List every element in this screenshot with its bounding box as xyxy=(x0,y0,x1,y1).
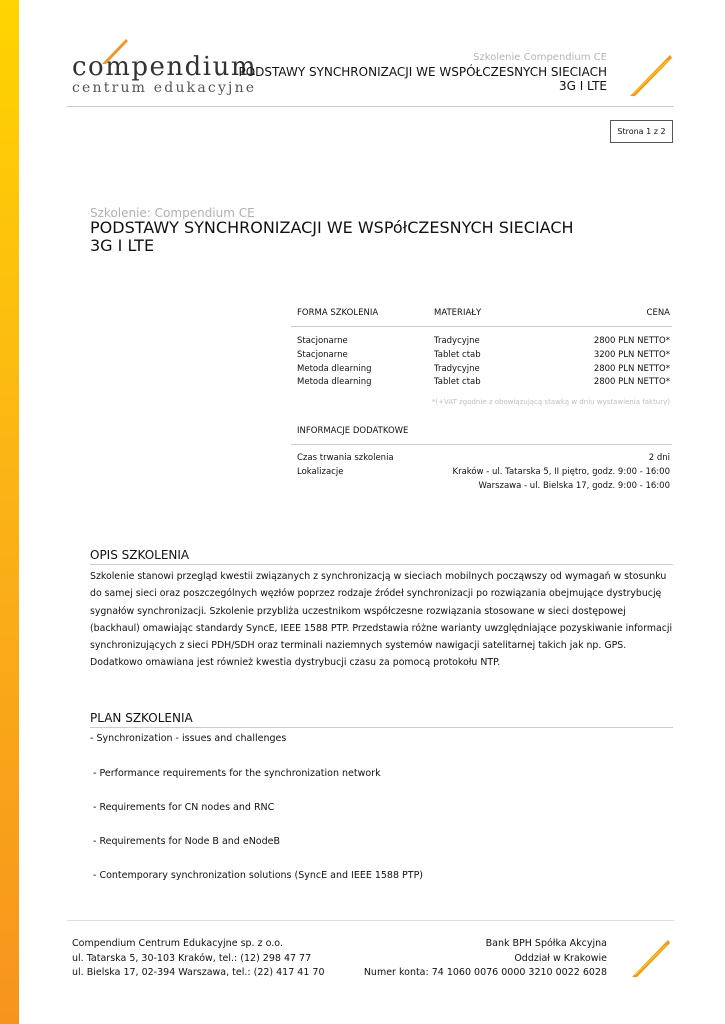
footer-bank-name: Bank BPH Spółka Akcyjna xyxy=(485,938,607,949)
row-form: Metoda dlearning xyxy=(297,364,372,374)
description-text: Szkolenie stanowi przegląd kwestii związanych z synchronizacją w sieciach mobilnych począwszy od wymagań w stosunku do samej sieci oraz poszczególnych węzłów poprzez rodzaje źródeł synchronizacji po rozwiązania obejmujące dystrybucję sygnałów synchronizacji. Szkolenie przybliża uczestnikom współczesne rozwiązania stosowane w sieci dostępowej (backhaul) omawiając standardy SyncE, IEEE 1588 PTP. Przedstawia różne warianty uwzględniające pozyskiwanie informacji synchronizujących z sieci PDH/SDH oraz terminali naziemnych systemów nawigacji satelitarnej takich jak np. GPS. Dodatkowo omawiana jest również kwestia dystrybucji czasu za pomocą protokołu NTP. xyxy=(90,571,673,669)
footer-company-name: Compendium Centrum Edukacyjne sp. z o.o. xyxy=(72,938,283,949)
footer-divider xyxy=(67,920,674,921)
header-title-line2: 3G I LTE xyxy=(558,79,607,93)
footer-bank-branch: Oddział w Krakowie xyxy=(514,952,607,964)
description-title: OPIS SZKOLENIA xyxy=(90,548,190,562)
list-item: - Requirements for Node B and eNodeB xyxy=(90,836,281,847)
header-swoosh-icon xyxy=(628,52,674,98)
course-title xyxy=(90,219,610,255)
page-indicator: Strona 1 z 2 xyxy=(610,120,673,143)
course-title-line2: 3G I LTE xyxy=(90,236,155,255)
row-price: 2800 PLN NETTO* xyxy=(593,364,670,374)
header-course-label: Szkolenie Compendium CE xyxy=(473,52,607,63)
list-item: - Synchronization - issues and challenges xyxy=(90,733,287,744)
footer-address-krakow: ul. Tatarska 5, 30-103 Kraków, tel.: (12) 298 47 77 xyxy=(72,952,312,964)
extra-header: INFORMACJE DODATKOWE xyxy=(297,426,409,436)
pricing-header-price: CENA xyxy=(646,308,670,318)
header-title xyxy=(187,65,607,93)
pricing-header-materials: MATERIAŁY xyxy=(434,308,482,318)
row-form: Metoda dlearning xyxy=(297,377,372,387)
row-materials: Tablet ctab xyxy=(434,377,481,387)
header-divider xyxy=(67,106,674,107)
plan-divider xyxy=(90,727,673,728)
footer-bank xyxy=(364,937,607,981)
list-item: - Requirements for CN nodes and RNC xyxy=(90,802,275,813)
location-krakow: Kraków - ul. Tatarska 5, II piętro, godz. 9:00 - 16:00 xyxy=(452,467,670,477)
footer-swoosh-icon xyxy=(630,937,672,979)
row-form: Stacjonarne xyxy=(297,350,348,360)
row-price: 2800 PLN NETTO* xyxy=(593,336,670,346)
duration-value: 2 dni xyxy=(648,453,670,463)
row-materials: Tradycyjne xyxy=(434,336,480,346)
course-subtitle: Szkolenie: Compendium CE xyxy=(90,206,255,220)
list-item: - Contemporary synchronization solutions (SyncE and IEEE 1588 PTP) xyxy=(90,870,424,881)
row-price: 2800 PLN NETTO* xyxy=(593,377,670,387)
logo-subtitle: centrum edukacyjne xyxy=(72,80,257,96)
row-materials: Tradycyjne xyxy=(434,364,480,374)
side-stripe xyxy=(0,0,19,1024)
footer-company xyxy=(72,937,324,981)
extra-divider xyxy=(291,444,672,445)
list-item: - Performance requirements for the synchronization network xyxy=(90,768,381,779)
course-title-line1: PODSTAWY SYNCHRONIZACJI WE WSPółCZESNYCH SIECIACH xyxy=(90,218,574,237)
pricing-header-form: FORMA SZKOLENIA xyxy=(297,308,379,318)
header-title-line1: PODSTAWY SYNCHRONIZACJI WE WSPÓŁCZESNYCH SIECIACH xyxy=(238,65,607,79)
row-form: Stacjonarne xyxy=(297,336,348,346)
footer-account-number: Numer konta: 74 1060 0076 0000 3210 0022 6028 xyxy=(363,967,607,978)
location-warszawa: Warszawa - ul. Bielska 17, godz. 9:00 - 16:00 xyxy=(478,481,670,491)
row-materials: Tablet ctab xyxy=(434,350,481,360)
plan-title: PLAN SZKOLENIA xyxy=(90,711,193,725)
footer-address-warszawa: ul. Bielska 17, 02-394 Warszawa, tel.: (22) 417 41 70 xyxy=(72,967,325,978)
duration-label: Czas trwania szkolenia xyxy=(297,453,394,463)
vat-note: *(+VAT zgodnie z obowiązującą stawką w dniu wystawienia faktury) xyxy=(431,398,670,406)
logo-wordmark: compendium xyxy=(72,52,258,82)
location-label: Lokalizacje xyxy=(297,467,344,477)
description-divider xyxy=(90,564,673,565)
logo-swoosh-icon xyxy=(100,36,130,66)
pricing-divider xyxy=(291,326,672,327)
row-price: 3200 PLN NETTO* xyxy=(593,350,670,360)
